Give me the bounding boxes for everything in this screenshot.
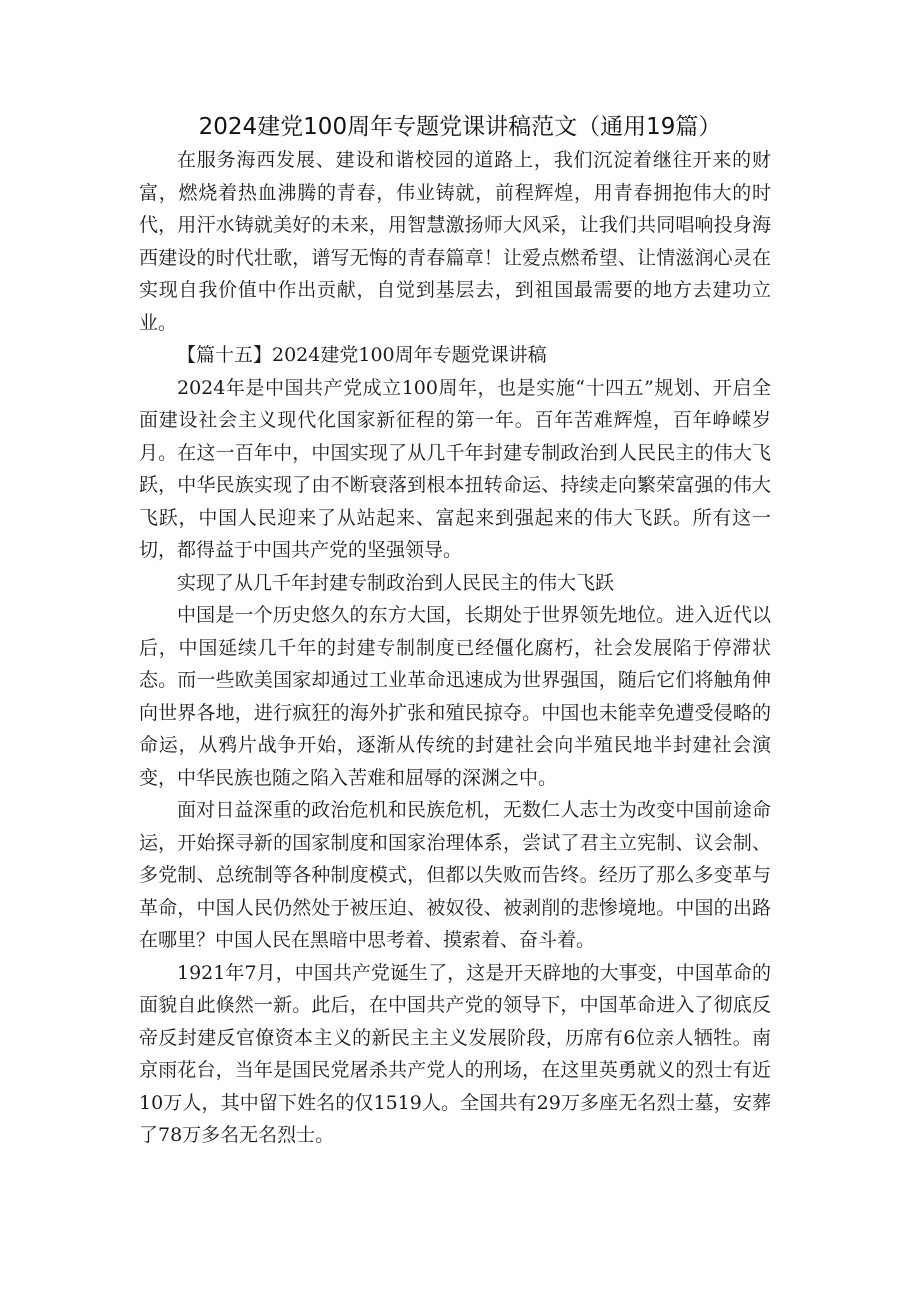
paragraph-history: 中国是一个历史悠久的东方大国，长期处于世界领先地位。进入近代以后，中国延续几千年的封建专制制度已经僵化腐朽，社会发展陷于停滞状态。而一些欧美国家却通过工业革命迅速成为世界强国，随后它们将触角伸向世界各地，进行疯狂的海外扩张和殖民掠夺。中国也未能幸免遭受侵略的命运，从鸦片战争开始，逐渐从传统的封建社会向半殖民地半封建社会演变，中华民族也随之陷入苦难和屈辱的深渊之中。 xyxy=(139,604,771,789)
document-title: 2024建党100周年专题党课讲稿范文（通用19篇） xyxy=(198,114,722,140)
subheading-leap: 实现了从几千年封建专制政治到人民民主的伟大飞跃 xyxy=(177,571,615,594)
document-body xyxy=(139,144,771,1152)
paragraph-crisis: 面对日益深重的政治危机和民族危机，无数仁人志士为改变中国前途命运，开始探寻新的国家制度和国家治理体系，尝试了君主立宪制、议会制、多党制、总统制等各种制度模式，但都以失败而告终。经历了那么多变革与革命，中国人民仍然处于被压迫、被奴役、被剥削的悲惨境地。中国的出路在哪里？中国人民在黑暗中思考着、摸索着、奋斗着。 xyxy=(139,799,771,951)
paragraph-centenary: 2024年是中国共产党成立100周年，也是实施“十四五”规划、开启全面建设社会主义现代化国家新征程的第一年。百年苦难辉煌，百年峥嵘岁月。在这一百年中，中国实现了从几千年封建专制政治到人民民主的伟大飞跃，中华民族实现了由不断衰落到根本扭转命运、持续走向繁荣富强的伟大飞跃，中国人民迎来了从站起来、富起来到强起来的伟大飞跃。所有这一切，都得益于中国共产党的坚强领导。 xyxy=(139,376,771,561)
section-heading: 【篇十五】2024建党100周年专题党课讲稿 xyxy=(177,344,547,366)
paragraph-intro: 在服务海西发展、建设和谐校园的道路上，我们沉淀着继往开来的财富，燃烧着热血沸腾的青春，伟业铸就，前程辉煌，用青春拥抱伟大的时代，用汗水铸就美好的未来，用智慧激扬师大风采，让我们共同唱响投身海西建设的时代壮歌，谱写无悔的青春篇章！让爱点燃希望、让情滋润心灵在实现自我价值中作出贡献，自觉到基层去，到祖国最需要的地方去建功立业。 xyxy=(139,149,771,334)
paragraph-founding: 1921年7月，中国共产党诞生了，这是开天辟地的大事变，中国革命的面貌自此倏然一新。此后，在中国共产党的领导下，中国革命进入了彻底反帝反封建反官僚资本主义的新民主主义发展阶段，历席有6位亲人牺牲。南京雨花台，当年是国民党屠杀共产党人的刑场，在这里英勇就义的烈士有近10万人，其中留下姓名的仅1519人。全国共有29万多座无名烈士墓，安葬了78万多名无名烈士。 xyxy=(139,961,771,1146)
